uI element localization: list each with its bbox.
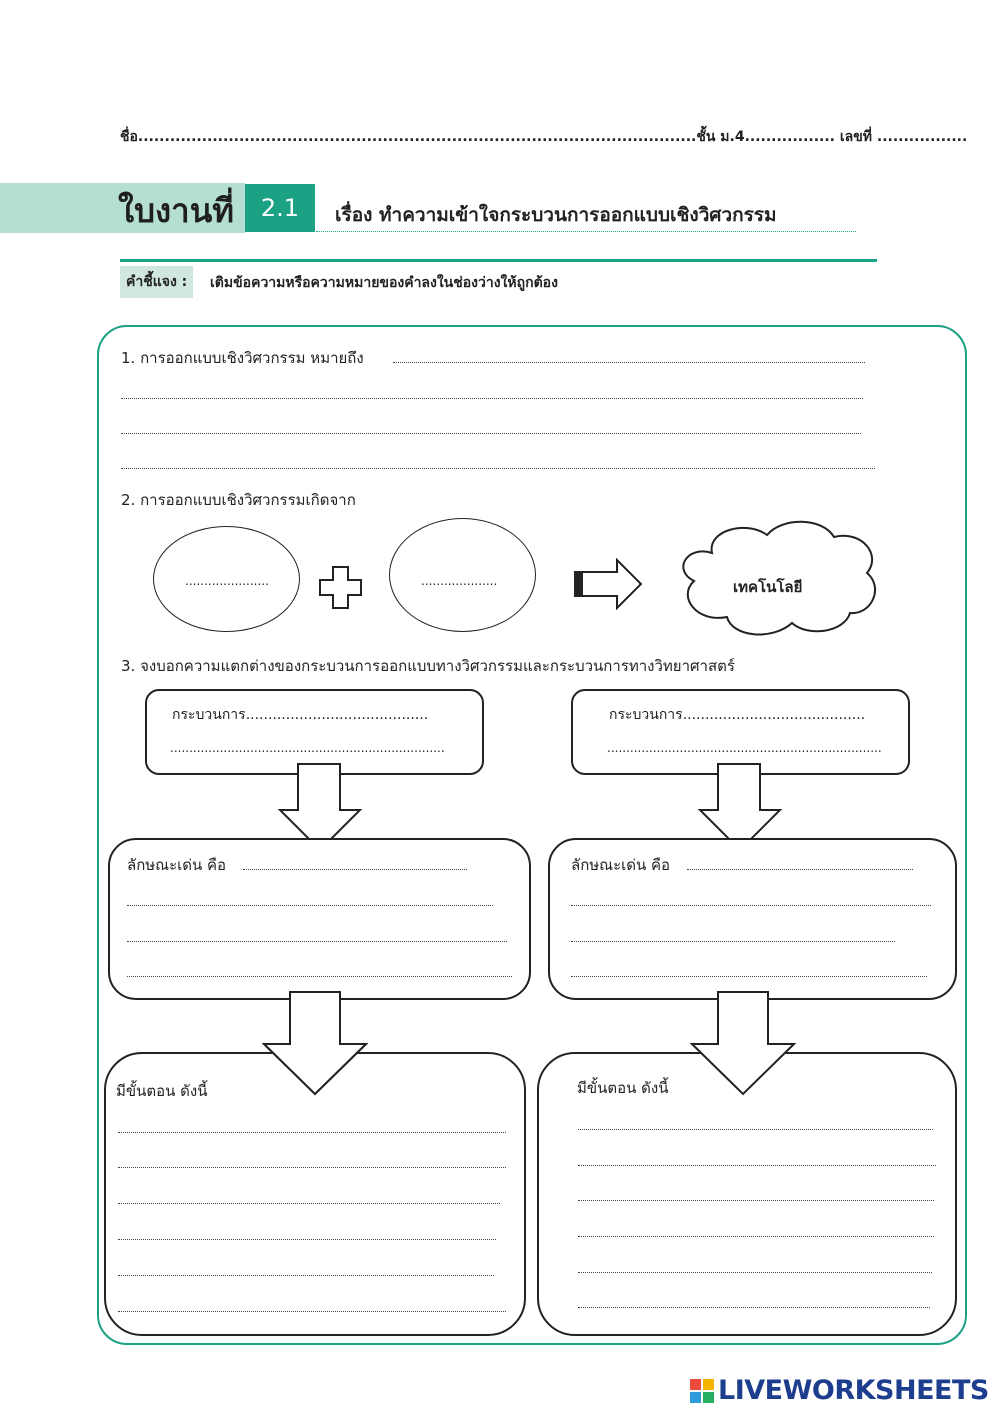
title-rule — [120, 259, 877, 262]
left-process-label[interactable]: กระบวนการ......................................... — [172, 707, 429, 723]
subject-underline — [316, 231, 856, 232]
right-feature-line-4[interactable] — [571, 976, 927, 977]
left-feature-line-1[interactable] — [243, 869, 467, 870]
right-steps-line-3[interactable] — [578, 1200, 934, 1201]
logo-mark-icon — [690, 1379, 714, 1403]
right-steps-line-6[interactable] — [578, 1307, 930, 1308]
right-process-line2[interactable]: ........................................................................ — [607, 741, 882, 755]
right-steps-label: มีขั้นตอน ดังนี้ — [577, 1079, 669, 1097]
right-steps-line-5[interactable] — [578, 1272, 932, 1273]
q2-result: เทคโนโลยี — [733, 578, 803, 596]
q2-text: 2. การออกแบบเชิงวิศวกรรมเกิดจาก — [121, 491, 356, 509]
q1-answer-line-2[interactable] — [121, 398, 863, 399]
right-steps-line-4[interactable] — [578, 1236, 934, 1237]
left-feature-line-2[interactable] — [127, 905, 493, 906]
worksheet-subject: เรื่อง ทำความเข้าใจกระบวนการออกแบบเชิงวิศวกรรม — [335, 204, 777, 226]
q1-answer-line-4[interactable] — [121, 468, 875, 469]
right-feature-line-2[interactable] — [571, 905, 931, 906]
q3-text: 3. จงบอกความแตกต่างของกระบวนการออกแบบทางวิศวกรรมและกระบวนการทางวิทยาศาสตร์ — [121, 657, 735, 675]
left-steps-line-5[interactable] — [118, 1275, 494, 1276]
left-steps-line-2[interactable] — [118, 1167, 506, 1168]
right-steps-line-1[interactable] — [578, 1129, 933, 1130]
q2-blank-right[interactable]: .................... — [421, 574, 498, 588]
right-arrow-down-icon-2 — [690, 990, 796, 1096]
left-steps-line-3[interactable] — [118, 1203, 500, 1204]
left-steps-line-6[interactable] — [118, 1311, 506, 1312]
right-steps-line-2[interactable] — [578, 1165, 936, 1166]
left-arrow-down-icon-2-overlay — [262, 990, 368, 1096]
q1-text: 1. การออกแบบเชิงวิศวกรรม หมายถึง — [121, 349, 364, 367]
logo-text: LIVEWORKSHEETS — [718, 1375, 989, 1406]
right-feature-line-3[interactable] — [571, 941, 895, 942]
left-feature-line-4[interactable] — [127, 976, 512, 977]
student-info-line: ชื่อ.........................................................................................................ชั้น ม.4................. เลขที่ ................. — [120, 129, 968, 145]
left-feature-line-3[interactable] — [127, 941, 507, 942]
q1-answer-line-1[interactable] — [393, 362, 865, 363]
right-feature-line-1[interactable] — [687, 869, 913, 870]
left-steps-label: มีขั้นตอน ดังนี้ — [116, 1082, 208, 1100]
worksheet-number: 2.1 — [245, 184, 315, 232]
instruction-tag: คำชี้แจง : — [120, 266, 193, 298]
left-steps-line-4[interactable] — [118, 1239, 496, 1240]
q1-answer-line-3[interactable] — [121, 433, 861, 434]
plus-icon — [318, 565, 363, 610]
right-process-label[interactable]: กระบวนการ......................................... — [609, 707, 866, 723]
right-feature-label: ลักษณะเด่น คือ — [571, 856, 671, 874]
liveworksheets-logo[interactable] — [690, 1375, 989, 1406]
left-steps-line-1[interactable] — [118, 1132, 506, 1133]
worksheet-label: ใบงานที่ — [118, 191, 235, 230]
arrow-right-icon — [573, 558, 643, 610]
q2-blank-left[interactable]: ...................... — [185, 574, 269, 588]
left-feature-label: ลักษณะเด่น คือ — [127, 856, 227, 874]
left-process-line2[interactable]: ........................................................................ — [170, 741, 445, 755]
instruction-text: เติมข้อความหรือความหมายของคำลงในช่องว่างให้ถูกต้อง — [210, 275, 558, 291]
